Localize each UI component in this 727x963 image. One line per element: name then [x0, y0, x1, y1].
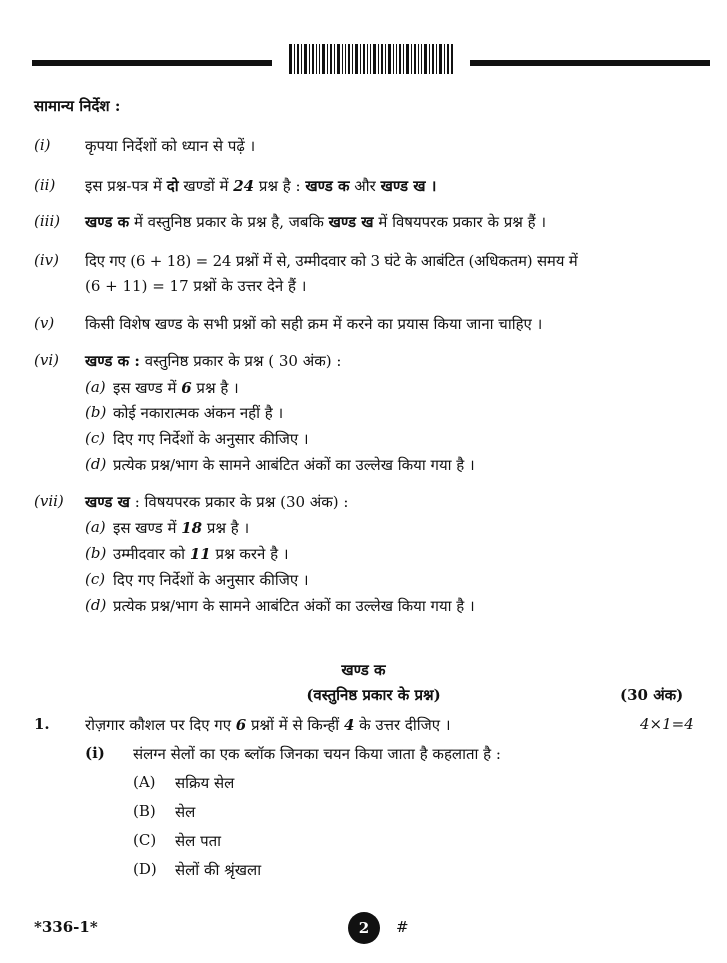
instruction-number: (ii) [34, 176, 56, 194]
barcode [289, 44, 453, 74]
section-subtitle: (वस्तुनिष्ठ प्रकार के प्रश्न) [306, 686, 441, 704]
bold-run: 6 [181, 379, 192, 397]
bold-run: 18 [181, 519, 203, 537]
option-text: सेलों की श्रृंखला [175, 861, 262, 879]
instruction-text [85, 492, 348, 512]
option-label: (D) [133, 860, 157, 878]
instruction-number: (i) [34, 136, 51, 154]
instruction-text [85, 351, 341, 371]
sub-text: दिए गए निर्देशों के अनुसार कीजिए । [113, 571, 309, 589]
text-run: के उत्तर दीजिए । [354, 716, 451, 734]
text-run: इस प्रश्न-पत्र में [85, 177, 167, 195]
sub-text: प्रत्येक प्रश्न/भाग के सामने आबंटित अंकों का उल्लेख किया गया है । [113, 456, 475, 474]
instruction-text: कृपया निर्देशों को ध्यान से पढ़ें । [85, 137, 256, 155]
instruction-text [85, 212, 546, 232]
option-text: सेल [175, 803, 196, 821]
instruction-number: (v) [34, 314, 55, 332]
general-instructions-heading: सामान्य निर्देश : [34, 97, 121, 115]
sub-label: (d) [85, 596, 107, 614]
text-run: प्रश्न है : [254, 177, 306, 195]
text-run: प्रश्न है । [191, 379, 239, 397]
instruction-number: (iv) [34, 251, 59, 269]
option-text: सक्रिय सेल [175, 774, 235, 792]
text-run: प्रश्न करने है । [210, 545, 289, 563]
paper-code: *336-1* [34, 918, 98, 936]
sub-label: (a) [85, 518, 106, 536]
text-run: वस्तुनिष्ठ प्रकार के प्रश्न ( 30 अंक) : [139, 352, 342, 370]
text-run: : विषयपरक प्रकार के प्रश्न (30 अंक) : [129, 493, 349, 511]
bold-run: खण्ड क [305, 177, 350, 195]
sub-question-text: संलग्न सेलों का एक ब्लॉक जिनका चयन किया जाता है कहलाता है : [133, 745, 501, 763]
bold-run: खण्ड क [85, 213, 130, 231]
option-label: (C) [133, 831, 157, 849]
bold-run: खण्ड ख [328, 213, 374, 231]
bold-run: खण्ड ख । [380, 177, 437, 195]
text-run: में विषयपरक प्रकार के प्रश्न हैं । [373, 213, 547, 231]
text-run: प्रश्नों में से किन्हीं [246, 716, 344, 734]
sub-label: (b) [85, 403, 107, 421]
question-marks: 4×1=4 [640, 715, 694, 733]
sub-text: कोई नकारात्मक अंकन नहीं है । [113, 404, 284, 422]
bold-run: 6 [235, 716, 247, 734]
question-number: 1. [34, 715, 50, 733]
top-rule-left [32, 60, 272, 66]
sub-label: (c) [85, 570, 106, 588]
footer-hash: # [396, 918, 409, 936]
sub-text [113, 518, 249, 538]
bold-run: 4 [343, 716, 355, 734]
text-run: में वस्तुनिष्ठ प्रकार के प्रश्न है, जबकि [129, 213, 329, 231]
section-title: खण्ड क [341, 661, 386, 679]
bold-run: दो [166, 177, 179, 195]
text-run: उम्मीदवार को [113, 545, 190, 563]
text-run: इस खण्ड में [113, 519, 182, 537]
bold-run: खण्ड क : [85, 352, 140, 370]
instruction-text: (6 + 11) = 17 प्रश्नों के उत्तर देने हैं । [85, 277, 307, 295]
page-number: 2 [348, 912, 380, 944]
text-run: इस खण्ड में [113, 379, 182, 397]
text-run: खण्डों में [178, 177, 234, 195]
option-label: (B) [133, 802, 156, 820]
top-rule-right [470, 60, 710, 66]
sub-label: (b) [85, 544, 107, 562]
sub-label: (d) [85, 455, 107, 473]
sub-label: (c) [85, 429, 106, 447]
text-run: प्रश्न है । [202, 519, 250, 537]
text-run: और [349, 177, 381, 195]
instruction-number: (vii) [34, 492, 64, 510]
option-label: (A) [133, 773, 156, 791]
sub-text: दिए गए निर्देशों के अनुसार कीजिए । [113, 430, 309, 448]
instruction-text: किसी विशेष खण्ड के सभी प्रश्नों को सही क्रम में करने का प्रयास किया जाना चाहिए । [85, 315, 543, 333]
bold-run: 24 [233, 177, 255, 195]
instruction-text: दिए गए (6 + 18) = 24 प्रश्नों में से, उम्मीदवार को 3 घंटे के आबंटित (अधिकतम) समय में [85, 252, 578, 270]
sub-text [113, 378, 239, 398]
instruction-text [85, 176, 436, 196]
sub-question-number: (i) [85, 744, 105, 762]
sub-label: (a) [85, 378, 106, 396]
question-text [85, 715, 451, 735]
instruction-number: (vi) [34, 351, 59, 369]
sub-text [113, 544, 289, 564]
option-text: सेल पता [175, 832, 222, 850]
bold-run: खण्ड ख [85, 493, 130, 511]
sub-text: प्रत्येक प्रश्न/भाग के सामने आबंटित अंकों का उल्लेख किया गया है । [113, 597, 475, 615]
bold-run: 11 [189, 545, 211, 563]
text-run: रोज़गार कौशल पर दिए गए [85, 716, 236, 734]
instruction-number: (iii) [34, 212, 61, 230]
section-marks: (30 अंक) [620, 686, 684, 704]
